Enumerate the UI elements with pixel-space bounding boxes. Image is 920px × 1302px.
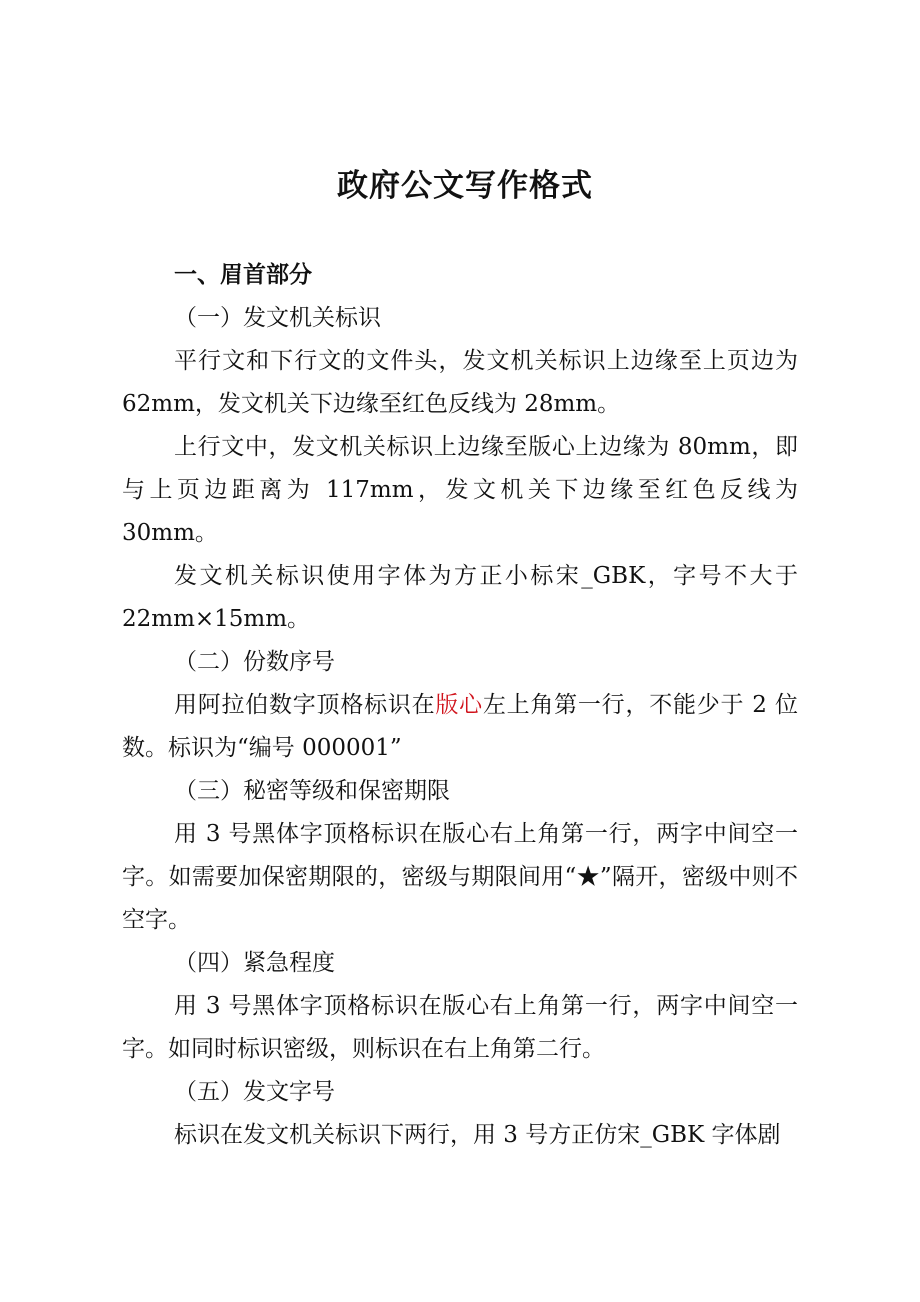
highlighted-term: 版心 <box>435 692 483 718</box>
copy-number-text-start: 用阿拉伯数字顶格标识在 <box>174 692 436 718</box>
paragraph-copy-number <box>122 684 798 770</box>
subsection-heading-urgency: （四）紧急程度 <box>174 950 335 976</box>
paragraph-document-number: 标识在发文机关标识下两行，用 3 号方正仿宋_GBK 字体剧 <box>174 1122 781 1148</box>
document-title: 政府公文写作格式 <box>337 168 593 204</box>
subsection-heading-document-number: （五）发文字号 <box>174 1079 335 1105</box>
document-body <box>122 254 798 1157</box>
paragraph-parallel-downward: 平行文和下行文的文件头，发文机关标识上边缘至上页边为 62mm，发文机关下边缘至红色反线为 28mm。 <box>122 348 798 417</box>
paragraph-urgency: 用 3 号黑体字顶格标识在版心右上角第一行，两字中间空一字。如同时标识密级，则标识在右上角第二行。 <box>122 993 798 1062</box>
paragraph-upward: 上行文中，发文机关标识上边缘至版心上边缘为 80mm，即与上页边距离为 117mm，发文机关下边缘至红色反线为 30mm。 <box>122 434 798 546</box>
paragraph-secrecy: 用 3 号黑体字顶格标识在版心右上角第一行，两字中间空一字。如需要加保密期限的，密级与期限间用“★”隔开，密级中则不空字。 <box>122 821 798 933</box>
subsection-heading-issuer-mark: （一）发文机关标识 <box>174 305 381 331</box>
copy-number-text-end: 左上角第一行，不能少于 2 位数。标识为“编号 000001” <box>122 692 799 761</box>
subsection-heading-secrecy: （三）秘密等级和保密期限 <box>174 778 450 804</box>
section-heading-header: 一、眉首部分 <box>174 262 312 288</box>
paragraph-issuer-font: 发文机关标识使用字体为方正小标宋_GBK，字号不大于 22mm×15mm。 <box>122 563 798 632</box>
subsection-heading-copy-number: （二）份数序号 <box>174 649 335 675</box>
